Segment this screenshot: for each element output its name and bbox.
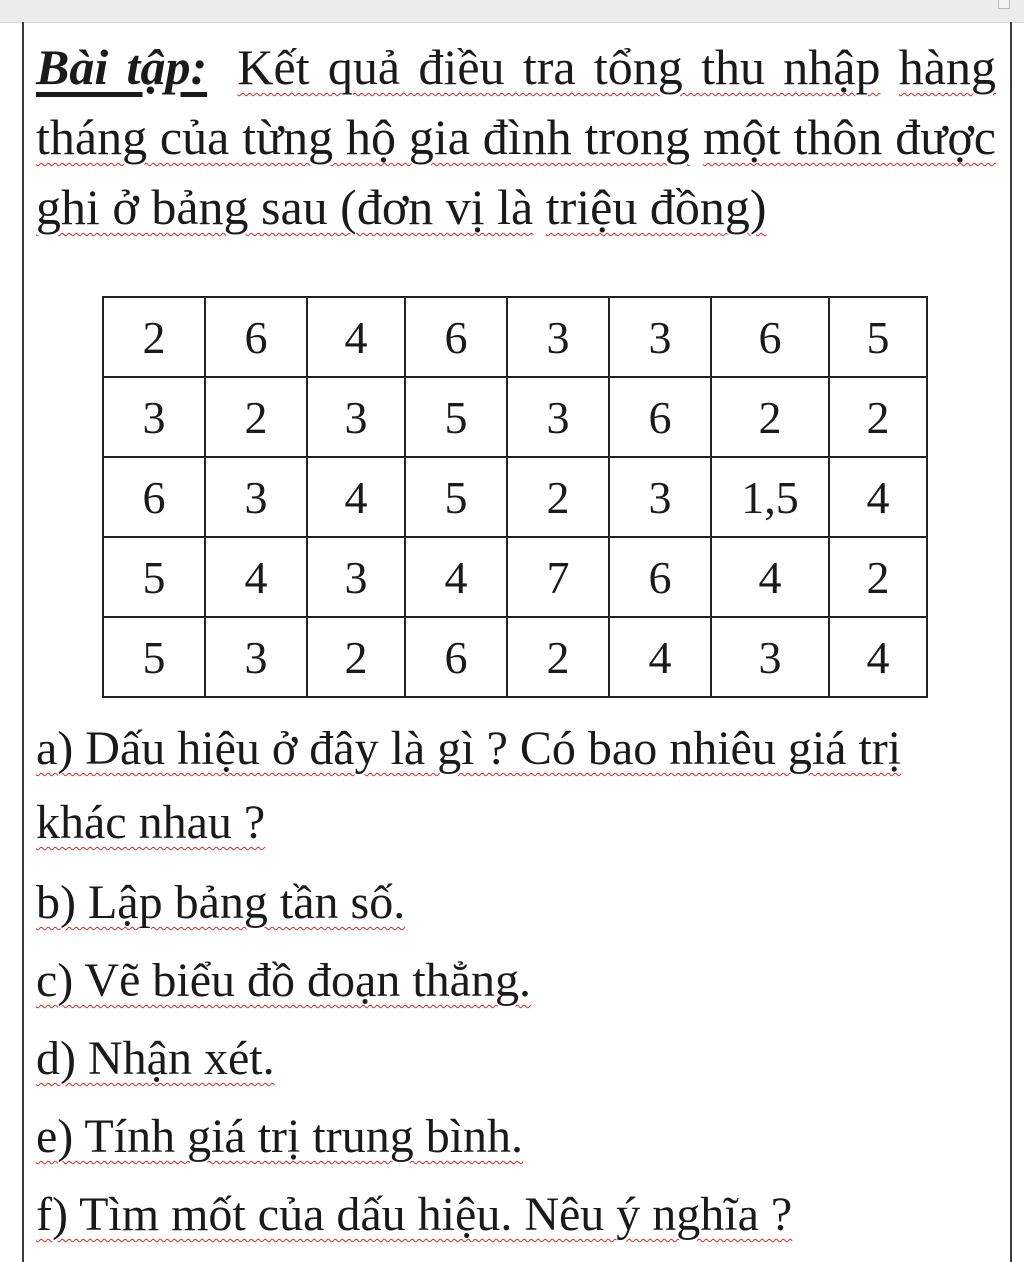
exercise-label: Bài tập: (36, 39, 208, 95)
table-cell: 3 (609, 297, 711, 377)
table-cell: 2 (507, 617, 609, 697)
table-cell: 6 (205, 297, 307, 377)
question-b-text: b) Lập bảng tần số. (36, 876, 406, 929)
table-row (103, 537, 927, 617)
table-cell: 1,5 (711, 457, 829, 537)
document-body (36, 22, 996, 1241)
question-d-text: d) Nhận xét. (36, 1032, 275, 1085)
table-cell: 4 (405, 537, 507, 617)
table-cell: 5 (405, 457, 507, 537)
table-cell: 3 (609, 457, 711, 537)
table-cell: 3 (205, 457, 307, 537)
table-cell: 3 (307, 537, 405, 617)
question-c (36, 946, 996, 1016)
table-cell: 3 (507, 377, 609, 457)
table-cell: 2 (307, 617, 405, 697)
table-cell: 5 (405, 377, 507, 457)
table-cell: 6 (405, 617, 507, 697)
table-cell: 2 (103, 297, 205, 377)
table-cell: 4 (307, 457, 405, 537)
question-e-text: e) Tính giá trị trung bình. (36, 1110, 524, 1163)
table-cell: 2 (507, 457, 609, 537)
table-cell: 6 (609, 377, 711, 457)
income-table-body (103, 297, 927, 697)
table-cell: 4 (609, 617, 711, 697)
table-cell: 7 (507, 537, 609, 617)
table-cell: 3 (711, 617, 829, 697)
corner-handle-icon (998, 0, 1010, 9)
table-cell: 2 (205, 377, 307, 457)
table-cell: 3 (205, 617, 307, 697)
table-cell: 2 (829, 537, 927, 617)
question-a (36, 712, 996, 860)
table-cell: 6 (609, 537, 711, 617)
table-row (103, 617, 927, 697)
table-cell: 6 (103, 457, 205, 537)
question-e (36, 1102, 996, 1172)
table-row (103, 377, 927, 457)
table-row (103, 297, 927, 377)
table-cell: 5 (103, 537, 205, 617)
question-f-text: f) Tìm mốt của dấu hiệu. Nêu ý nghĩa ? (36, 1188, 793, 1241)
table-cell: 3 (307, 377, 405, 457)
question-list (36, 712, 996, 1250)
intro-line-4: triệu đồng) (545, 179, 767, 235)
table-cell: 5 (829, 297, 927, 377)
intro-line-1: Kết quả điều tra tổng thu nhập (237, 39, 881, 95)
question-f (36, 1180, 996, 1250)
table-cell: 4 (711, 537, 829, 617)
question-d (36, 1024, 996, 1094)
income-table (102, 296, 928, 698)
table-cell: 4 (307, 297, 405, 377)
question-b (36, 868, 996, 938)
intro-line-2: hàng tháng của từng hộ gia đình trong (36, 39, 996, 165)
intro-line-3: một thôn được ghi ở bảng sau (đơn vị là (36, 109, 996, 235)
table-cell: 3 (507, 297, 609, 377)
page-right-border (1010, 22, 1012, 1262)
table-cell: 6 (405, 297, 507, 377)
table-cell: 2 (829, 377, 927, 457)
table-cell: 4 (205, 537, 307, 617)
table-cell: 2 (711, 377, 829, 457)
table-cell: 3 (103, 377, 205, 457)
question-a-text: a) Dấu hiệu ở đây là gì ? Có bao nhiêu giá trị khác nhau ? (36, 722, 902, 849)
question-c-text: c) Vẽ biểu đồ đoạn thẳng. (36, 954, 531, 1007)
table-cell: 6 (711, 297, 829, 377)
table-cell: 4 (829, 457, 927, 537)
exercise-intro (36, 32, 996, 242)
table-cell: 5 (103, 617, 205, 697)
window-top-strip (0, 0, 1024, 23)
page-left-border (22, 22, 24, 1262)
table-cell: 4 (829, 617, 927, 697)
table-row (103, 457, 927, 537)
